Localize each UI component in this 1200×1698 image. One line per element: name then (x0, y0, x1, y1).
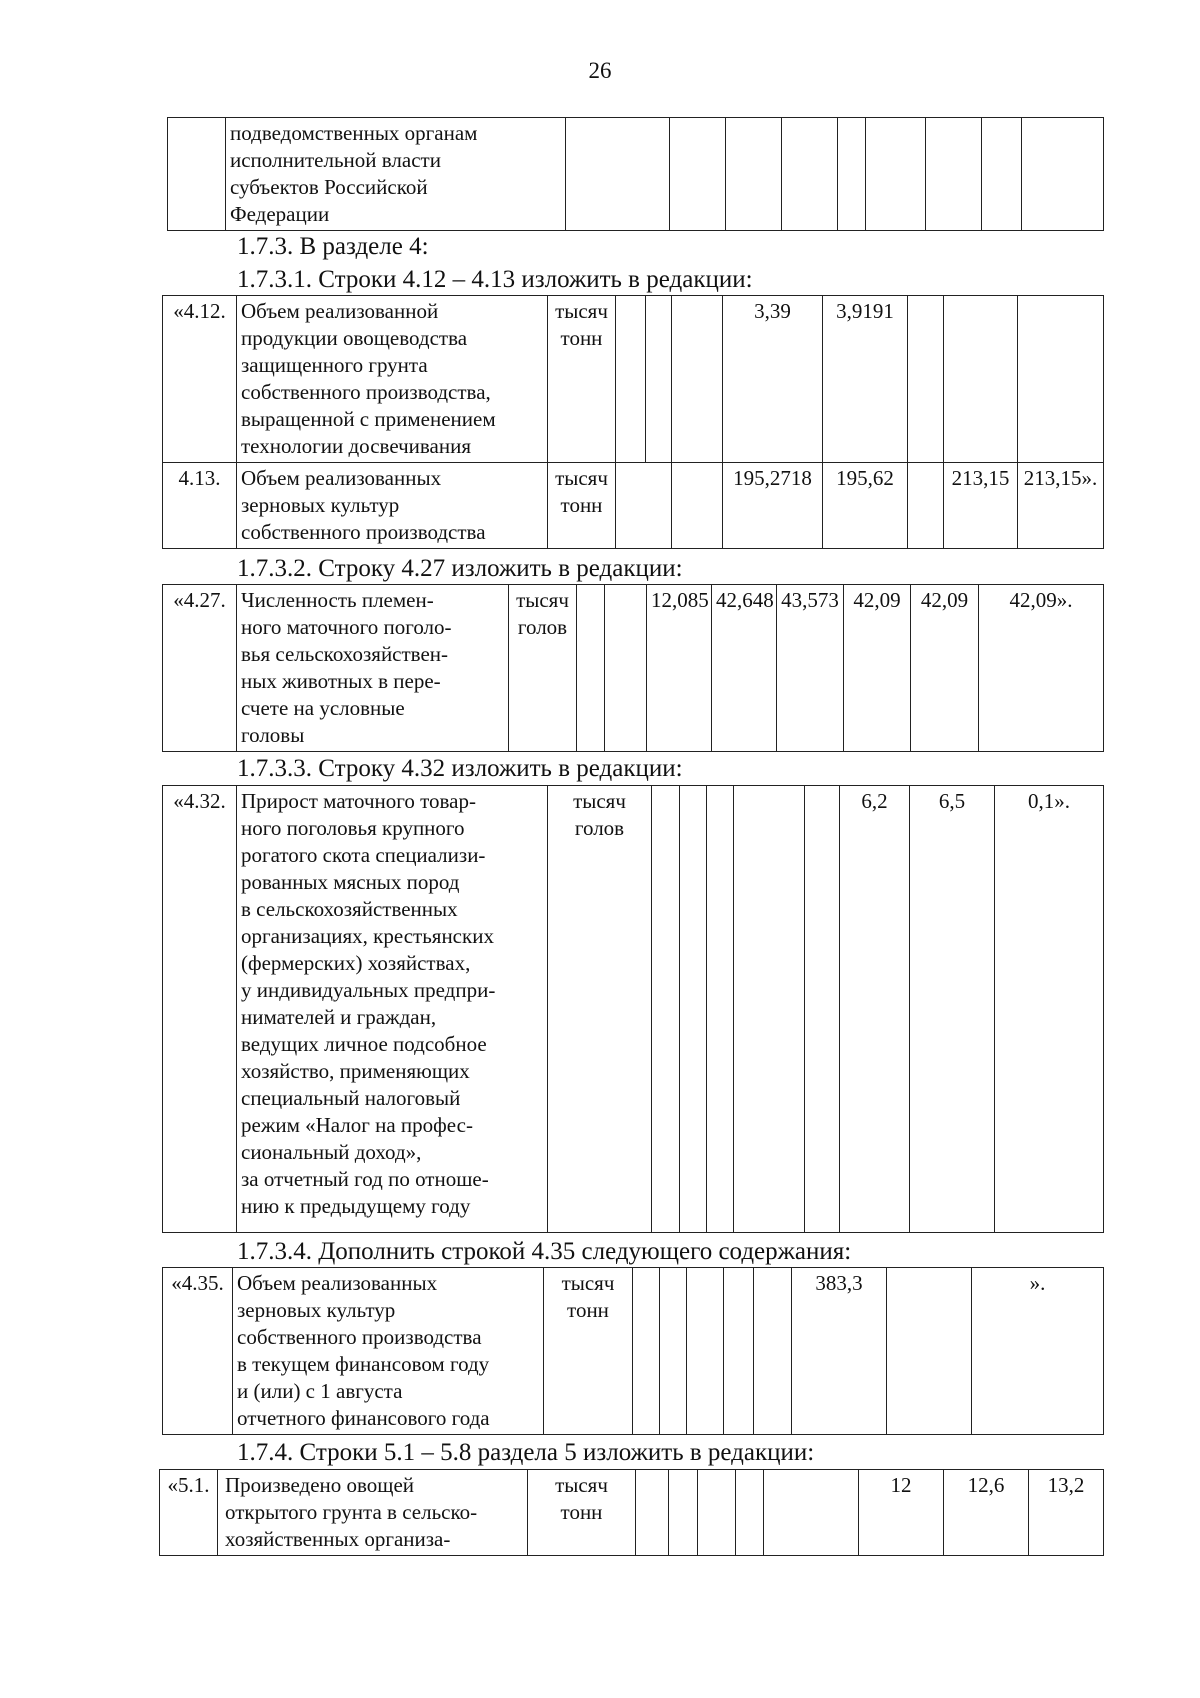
description-line: специальный налоговый (241, 1086, 461, 1110)
description-line: хозяйственных организа- (225, 1527, 451, 1551)
value-cell: 383,3 (792, 1268, 887, 1435)
description-line: исполнительной власти (230, 148, 441, 172)
unit-line: тонн (560, 1500, 603, 1524)
table-4-35 (162, 1267, 1104, 1435)
section-heading: 1.7.3.2. Строку 4.27 изложить в редакции: (237, 555, 683, 582)
value-cell (724, 1268, 754, 1435)
description-line: зерновых культур (241, 493, 400, 517)
unit-line: тысяч (555, 466, 608, 490)
page-number: 26 (588, 58, 612, 83)
description-line: технологии досвечивания (241, 434, 472, 458)
description-cell (226, 118, 566, 231)
value-cell (672, 296, 723, 463)
value-cell: 6,5 (910, 786, 995, 1233)
description-line: открытого грунта в сельско- (225, 1500, 478, 1524)
description-line: Объем реализованной (241, 299, 439, 323)
description-line: рованных мясных пород (241, 870, 460, 894)
table-4-27 (162, 584, 1104, 752)
value-cell: 43,573 (777, 585, 844, 752)
value-cell: 42,09 (844, 585, 911, 752)
row-number-cell: «4.32. (163, 786, 237, 1233)
value-cell: 3,39 (723, 296, 823, 463)
description-line: Произведено овощей (225, 1473, 415, 1497)
value-cell (908, 296, 944, 463)
description-line: Прирост маточного товар- (241, 789, 476, 813)
value-cell: 12 (859, 1470, 944, 1556)
value-cell: 213,15». (1018, 463, 1104, 549)
description-line: Федерации (230, 202, 330, 226)
description-line: и (или) с 1 августа (237, 1379, 403, 1403)
table-continuation (167, 117, 1104, 231)
description-line: продукции овощеводства (241, 326, 468, 350)
unit-line: голов (574, 816, 625, 840)
value-cell (646, 296, 672, 463)
value-cell: 195,2718 (723, 463, 823, 549)
value-cell: 42,648 (712, 585, 777, 752)
value-cell (605, 585, 647, 752)
description-cell (237, 296, 548, 463)
description-line: режим «Налог на профес- (241, 1113, 473, 1137)
description-line: у индивидуальных предпри- (241, 978, 496, 1002)
description-line: ного поголовья крупного (241, 816, 465, 840)
description-cell (237, 463, 548, 549)
table-row (163, 1268, 1104, 1435)
value-cell (633, 1268, 660, 1435)
description-line: выращенной с применением (241, 407, 496, 431)
description-line: ных животных в пере- (241, 669, 441, 693)
description-line: зерновых культур (237, 1298, 396, 1322)
value-cell (805, 786, 840, 1233)
description-line: в текущем финансовом году (237, 1352, 490, 1376)
value-cell (687, 1268, 724, 1435)
value-cell (698, 1470, 736, 1556)
description-cell (233, 1268, 544, 1435)
unit-line: тысяч (555, 1473, 608, 1497)
value-cell (670, 118, 726, 231)
table-row (163, 463, 1104, 549)
value-cell (707, 786, 734, 1233)
description-line: Объем реализованных (241, 466, 442, 490)
description-line: рогатого скота специализи- (241, 843, 486, 867)
description-line: ведущих личное подсобное (241, 1032, 487, 1056)
section-heading: 1.7.3. В разделе 4: (237, 233, 429, 260)
value-cell (566, 118, 670, 231)
value-cell (982, 118, 1022, 231)
unit-cell (548, 463, 616, 549)
row-number-cell: «4.27. (163, 585, 237, 752)
description-line: Объем реализованных (237, 1271, 438, 1295)
description-line: Численность племен- (241, 588, 434, 612)
value-cell: 0,1». (995, 786, 1104, 1233)
description-line: вья сельскохозяйствен- (241, 642, 449, 666)
description-line: за отчетный год по отноше- (241, 1167, 489, 1191)
description-line: сиональный доход», (241, 1140, 422, 1164)
row-number-cell (168, 118, 226, 231)
description-line: собственного производства (237, 1325, 482, 1349)
description-line: ного маточного поголо- (241, 615, 452, 639)
unit-line: тысяч (555, 299, 608, 323)
unit-cell (548, 786, 652, 1233)
description-line: подведомственных органам (230, 121, 478, 145)
value-cell: ». (972, 1268, 1104, 1435)
value-cell (736, 1470, 764, 1556)
table-row (160, 1470, 1104, 1556)
table-4-32 (162, 785, 1104, 1233)
description-cell (218, 1470, 528, 1556)
value-cell (782, 118, 838, 231)
description-line: головы (241, 723, 305, 747)
description-cell (237, 585, 509, 752)
value-cell (577, 585, 605, 752)
unit-cell (548, 296, 616, 463)
description-line: (фермерских) хозяйствах, (241, 951, 471, 975)
value-cell: 12,085 (647, 585, 712, 752)
value-cell (908, 463, 944, 549)
value-cell: 6,2 (840, 786, 910, 1233)
description-line: субъектов Российской (230, 175, 428, 199)
unit-line: тонн (567, 1298, 609, 1322)
row-number-cell: «5.1. (160, 1470, 218, 1556)
section-heading: 1.7.3.4. Дополнить строкой 4.35 следующего содержания: (237, 1238, 852, 1265)
unit-line: тысяч (561, 1271, 615, 1295)
value-cell (944, 296, 1018, 463)
value-cell (1018, 296, 1104, 463)
description-line: собственного производства (241, 520, 486, 544)
table-4-12-4-13 (162, 295, 1104, 549)
value-cell (734, 786, 805, 1233)
value-cell: 42,09 (911, 585, 979, 752)
unit-line: тысяч (573, 789, 626, 813)
unit-line: тонн (560, 493, 603, 517)
value-cell (764, 1470, 859, 1556)
value-cell (660, 1268, 687, 1435)
table-row (163, 296, 1104, 463)
value-cell: 12,6 (944, 1470, 1029, 1556)
table-row (168, 118, 1104, 231)
value-cell (636, 1470, 669, 1556)
description-line: счете на условные (241, 696, 405, 720)
value-cell (616, 463, 672, 549)
value-cell: 195,62 (823, 463, 908, 549)
section-heading: 1.7.3.1. Строки 4.12 – 4.13 изложить в редакции: (237, 266, 753, 293)
unit-line: тонн (560, 326, 603, 350)
section-heading: 1.7.3.3. Строку 4.32 изложить в редакции: (237, 755, 683, 782)
description-line: организациях, крестьянских (241, 924, 494, 948)
description-cell (237, 786, 548, 1233)
unit-cell (528, 1470, 636, 1556)
table-row (163, 786, 1104, 1233)
description-line: нимателей и граждан, (241, 1005, 437, 1029)
unit-line: тысяч (516, 588, 569, 612)
unit-line: голов (517, 615, 568, 639)
value-cell (652, 786, 680, 1233)
value-cell (672, 463, 723, 549)
value-cell: 3,9191 (823, 296, 908, 463)
value-cell (866, 118, 926, 231)
unit-cell (544, 1268, 633, 1435)
table-row (163, 585, 1104, 752)
value-cell (616, 296, 646, 463)
value-cell (726, 118, 782, 231)
value-cell (680, 786, 707, 1233)
value-cell (887, 1268, 972, 1435)
value-cell (838, 118, 866, 231)
value-cell: 42,09». (979, 585, 1104, 752)
unit-cell (509, 585, 577, 752)
value-cell (926, 118, 982, 231)
description-line: хозяйство, применяющих (241, 1059, 470, 1083)
description-line: нию к предыдущему году (241, 1194, 471, 1218)
value-cell: 213,15 (944, 463, 1018, 549)
value-cell: 13,2 (1029, 1470, 1104, 1556)
description-line: отчетного финансового года (237, 1406, 490, 1430)
row-number-cell: «4.35. (163, 1268, 233, 1435)
description-line: защищенного грунта (241, 353, 428, 377)
section-heading: 1.7.4. Строки 5.1 – 5.8 раздела 5 изложить в редакции: (237, 1439, 815, 1466)
value-cell (1022, 118, 1104, 231)
description-line: собственного производства, (241, 380, 491, 404)
row-number-cell: «4.12. (163, 296, 237, 463)
description-line: в сельскохозяйственных (241, 897, 458, 921)
value-cell (669, 1470, 698, 1556)
table-5-1 (159, 1469, 1104, 1556)
row-number-cell: 4.13. (163, 463, 237, 549)
value-cell (754, 1268, 792, 1435)
